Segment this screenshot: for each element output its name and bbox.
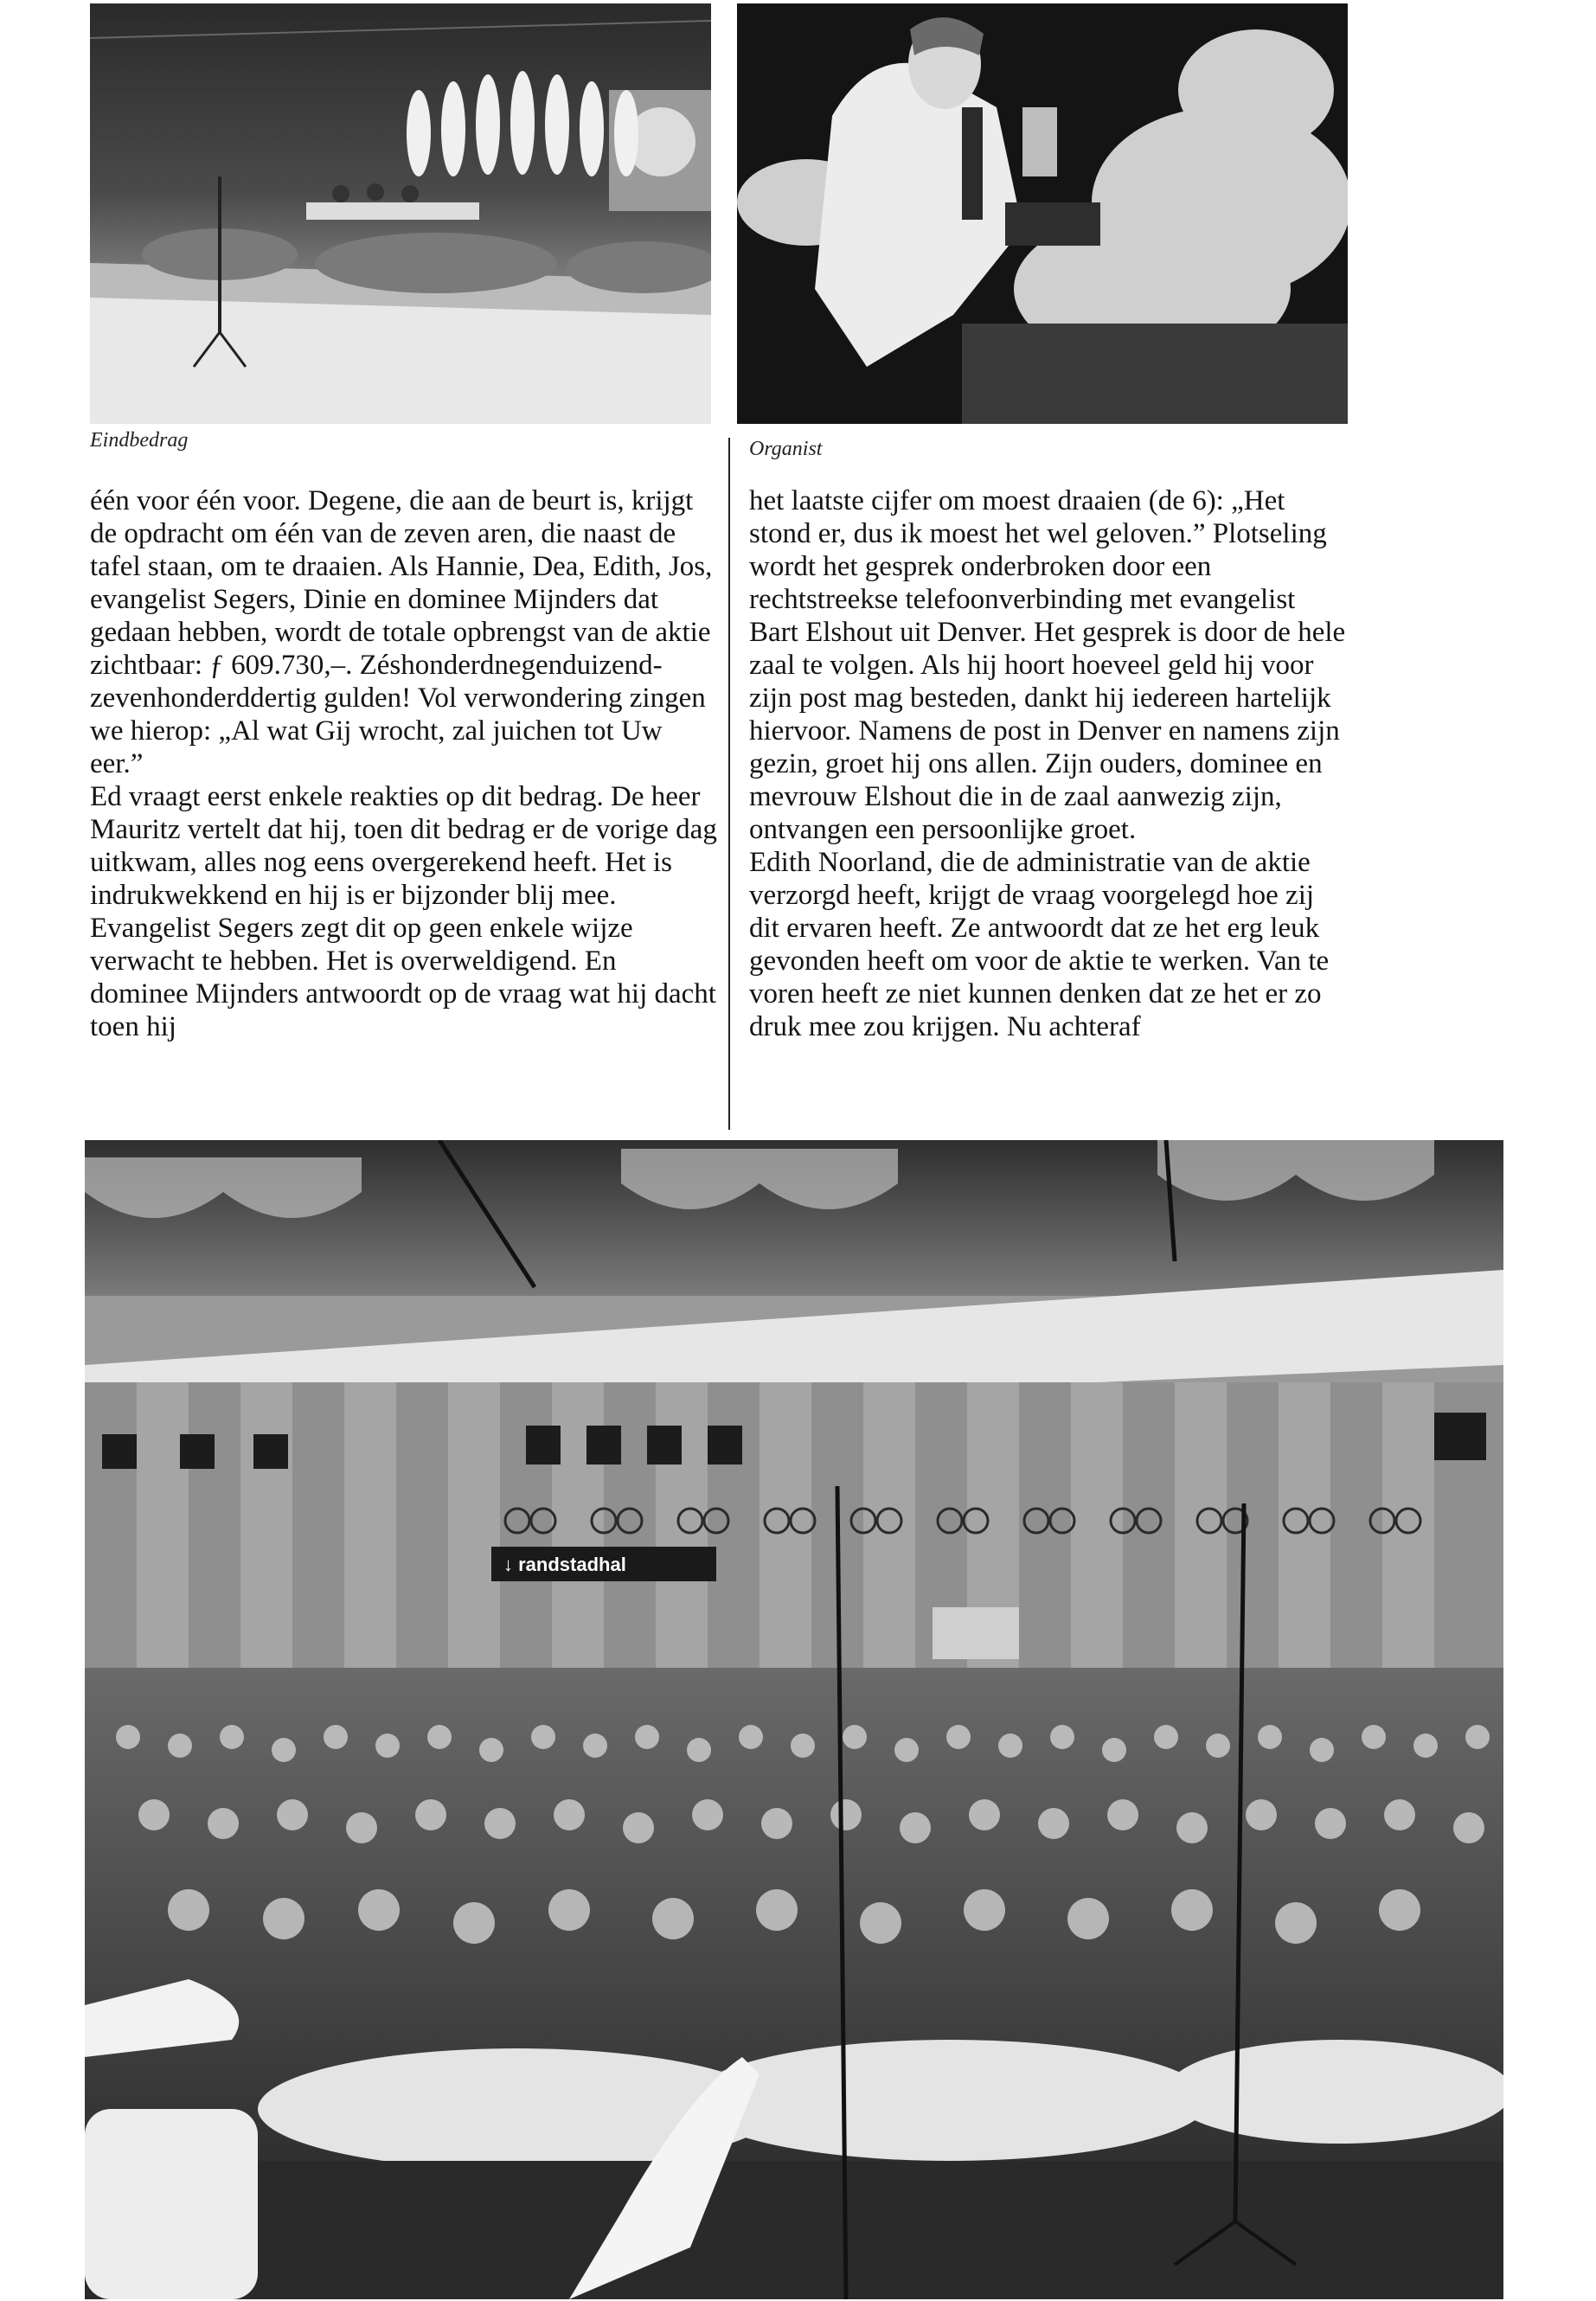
article-left-column (90, 484, 717, 1142)
caption-final-amount: Eindbedrag (90, 429, 189, 452)
sign-randstadhal: ↓ randstadhal (503, 1554, 626, 1575)
paragraph: het laatste cijfer om moest draaien (de 6): „Het stond er, dus ik moest het wel geloven.” Plotseling wordt het gesprek onderbroken door een rechtstreekse telefoonverbinding met evangelist Bart Elshout uit Denver. Het gesprek is door de hele zaal te volgen. Als hij hoort hoeveel geld hij voor zijn post mag besteden, dankt hij iedereen hartelijk hiervoor. Namens de post in Denver en namens zijn gezin, groet hij ons allen. Zijn ouders, dominee en mevrouw Elshout die in de zaal aanwezig zijn, ontvangen een persoonlijke groet. (749, 485, 1346, 845)
article-right-column (749, 484, 1349, 1142)
photo-final-amount (90, 3, 711, 424)
caption-organist: Organist (749, 438, 823, 460)
photo-organist (737, 3, 1348, 424)
photo-audience-hall (85, 1140, 1503, 2299)
column-divider (728, 438, 730, 1130)
paragraph: één voor één voor. Degene, die aan de beurt is, krijgt de opdracht om één van de zeven aren, die naast de tafel staan, om te draaien. Als Hannie, Dea, Edith, Jos, evangelist Segers, Dinie en dominee Mijnders dat gedaan hebben, wordt de totale opbrengst van de aktie zichtbaar: ƒ 609.730,–. Zéshonderdnegenduizend-zevenhonderddertig gulden! Vol verwondering zingen we hierop: „Al wat Gij wrocht, zal juichen tot Uw eer.” (90, 485, 713, 779)
organist-photo-illustration (737, 3, 1348, 424)
paragraph: Ed vraagt eerst enkele reakties op dit bedrag. De heer Mauritz vertelt dat hij, toen dit bedrag er de vorige dag uitkwam, alles nog eens overgerekend heeft. Het is indrukwekkend en hij is er bijzonder blij mee. Evangelist Segers zegt dit op geen enkele wijze verwacht te hebben. Het is overweldigend. En dominee Mijnders antwoordt op de vraag wat hij dacht toen hij (90, 781, 717, 1042)
stage-photo-illustration (90, 3, 711, 424)
paragraph: Edith Noorland, die de administratie van de aktie verzorgd heeft, krijgt de vraag voorgelegd hoe zij dit ervaren heeft. Ze antwoordt dat ze het erg leuk gevonden heeft om voor de aktie te werken. Van te voren heeft ze niet kunnen denken dat ze het er zo druk mee zou krijgen. Nu achteraf (749, 847, 1330, 1042)
hall-photo-illustration (85, 1140, 1503, 2299)
